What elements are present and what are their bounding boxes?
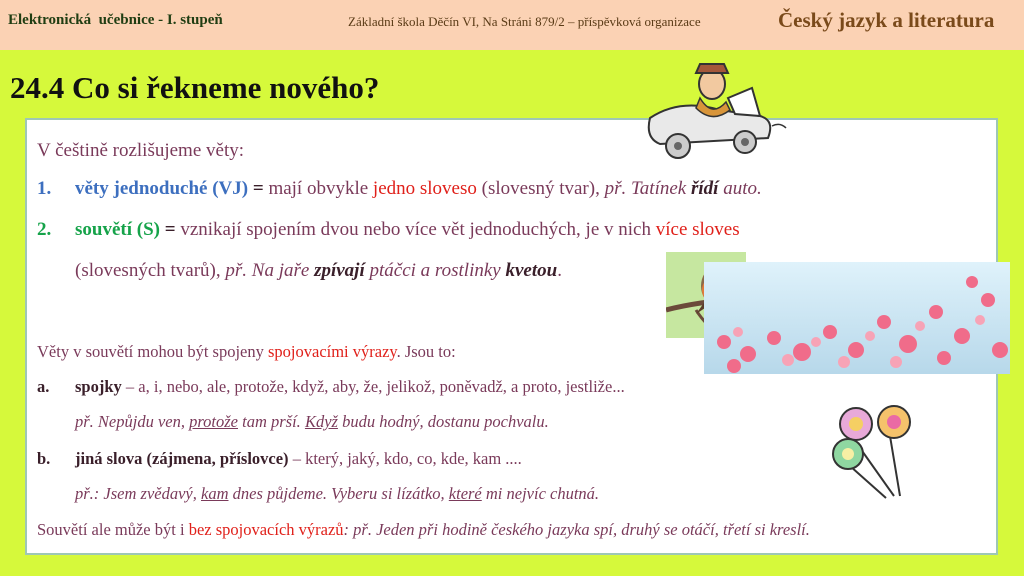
- term-compound-sentences: souvětí (S): [75, 219, 160, 240]
- conjunctions-line: [75, 377, 625, 397]
- conjunctions-list: – a, i, nebo, ale, protože, když, aby, že, jelikož, poněvadž, a proto, jestliže...: [121, 377, 625, 396]
- item-number: 1.: [37, 178, 52, 199]
- other-words-line: [75, 449, 522, 469]
- example-underlined: Když: [304, 412, 338, 431]
- list-item-simple-sentences: [37, 178, 51, 200]
- example-text: př. Nepůjdu ven,: [75, 412, 190, 431]
- example-text: př.: Jsem zvědavý,: [75, 484, 201, 503]
- header-school-name: Základní škola Děčín VI, Na Stráni 879/2 – příspěvková organizace: [348, 14, 701, 29]
- connectors-text: . Jsou to:: [396, 342, 456, 361]
- example-text: dnes půjdeme. Vyberu si lízátko,: [228, 484, 449, 503]
- equals-sign: =: [248, 178, 269, 199]
- example-text: př. Tatínek: [604, 178, 691, 199]
- definition-text: (slovesných tvarů),: [75, 260, 226, 281]
- example-underlined: protože: [189, 412, 238, 431]
- final-note: [37, 520, 810, 540]
- example-text: budu hodný, dostanu pochvalu.: [337, 412, 549, 431]
- definition-text: vznikají spojením dvou nebo více vět jednoduchých, je v nich: [180, 219, 656, 240]
- header-bar: [0, 0, 1024, 50]
- example-verb: řídí: [690, 178, 719, 199]
- highlight-connectors: spojovacími výrazy: [267, 342, 397, 361]
- final-text: Souvětí ale může být i: [37, 520, 189, 539]
- example-underlined: které: [448, 484, 482, 503]
- highlight-more-verbs: více sloves: [655, 219, 740, 240]
- page-title: 24.4 Co si řekneme nového?: [10, 70, 380, 105]
- example-text: .: [557, 260, 562, 281]
- example-underlined: kam: [201, 484, 229, 503]
- lollipops-illustration: [820, 396, 940, 502]
- intro-text: V češtině rozlišujeme věty:: [37, 140, 245, 161]
- example-text: : př. Jeden při hodině českého jazyka spí, druhý se otáčí, třetí si kreslí.: [343, 520, 810, 539]
- example-text: ptáčci a rostlinky: [364, 260, 506, 281]
- list-item-compound-sentences: [37, 219, 51, 241]
- header-textbook-title: Elektronická učebnice - I. stupeň: [8, 12, 223, 28]
- example-verb: zpívají: [314, 260, 365, 281]
- compound-sentences-example: [75, 260, 562, 282]
- item-number: 2.: [37, 219, 52, 240]
- term-simple-sentences: věty jednoduché (VJ): [75, 178, 249, 199]
- example-text: př. Na jaře: [225, 260, 315, 281]
- item-letter-b: b.: [37, 449, 51, 468]
- simple-sentences-definition: [75, 178, 762, 200]
- definition-text: mají obvykle: [268, 178, 373, 199]
- highlight-one-verb: jedno sloveso: [372, 178, 477, 199]
- example-text: tam prší.: [238, 412, 305, 431]
- item-letter-a: a.: [37, 377, 50, 396]
- example-text: auto.: [718, 178, 762, 199]
- highlight-no-connectors: bez spojovacích výrazů: [188, 520, 344, 539]
- other-words-list: – který, jaký, kdo, co, kde, kam ....: [288, 449, 522, 468]
- compound-sentences-definition: [75, 219, 740, 241]
- connectors-text: Věty v souvětí mohou být spojeny: [37, 342, 268, 361]
- term-conjunctions: spojky: [75, 377, 122, 396]
- equals-sign: =: [159, 219, 181, 240]
- blossoms-illustration: [704, 262, 1010, 374]
- example-verb: kvetou: [505, 260, 558, 281]
- conjunctions-example: [75, 412, 549, 432]
- example-text: mi nejvíc chutná.: [481, 484, 600, 503]
- term-other-words: jiná slova (zájmena, příslovce): [75, 449, 289, 468]
- other-words-example: [75, 484, 599, 504]
- connectors-intro: [37, 342, 456, 362]
- definition-text: (slovesný tvar),: [476, 178, 605, 199]
- car-driver-illustration: [640, 58, 790, 162]
- header-subject: Český jazyk a literatura: [778, 8, 995, 32]
